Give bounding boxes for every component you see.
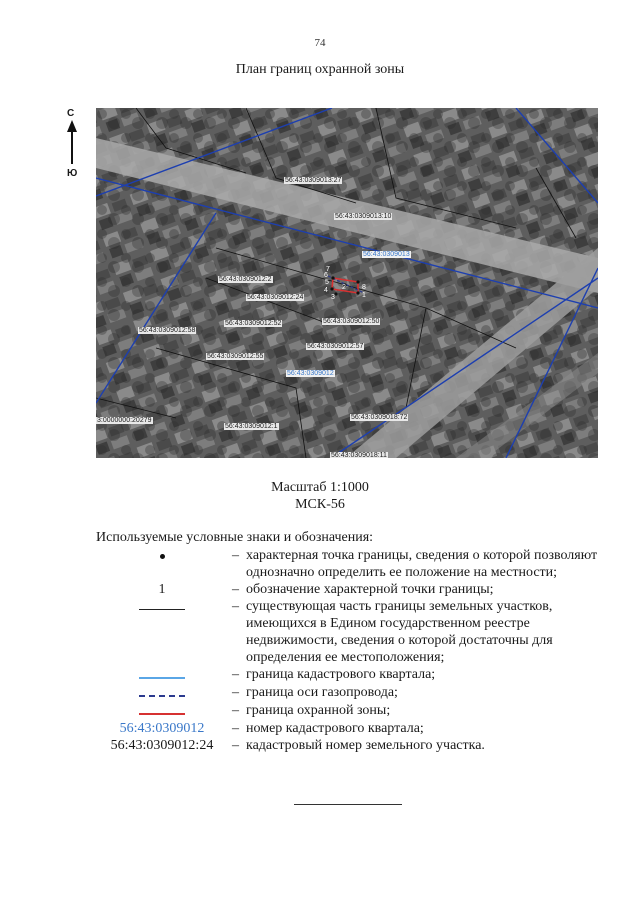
legend-row-parcel-number <box>96 737 616 754</box>
page-number: 74 <box>314 37 326 49</box>
legend-row-quarter-boundary <box>96 666 616 684</box>
parcel-number-label: 56:43:0309012:24 <box>247 294 304 301</box>
legend-row-protection-zone <box>96 702 616 720</box>
legend-row-gas-axis <box>96 684 616 702</box>
legend-dash: – <box>232 667 239 682</box>
point-label: 6 <box>324 272 328 279</box>
compass <box>64 108 86 180</box>
legend-row-point <box>96 547 616 581</box>
parcel-number-label: 56:43:0309013:10 <box>335 213 392 220</box>
parcel-number-label: 56:43:0309012:58 <box>139 327 196 334</box>
point-label: 8 <box>362 284 366 291</box>
legend-text: характерная точка границы, сведения о которой позволяют однозначно определить ее положение на местности; <box>246 548 598 580</box>
legend-symbol: 56:43:0309012:24 <box>110 738 214 753</box>
legend-dash: – <box>232 599 239 614</box>
cadastral-labels <box>96 108 598 458</box>
parcel-number-label: 56:43:0309018:11 <box>331 452 387 458</box>
parcel-number-label: 56:43:0309012:57 <box>307 343 364 350</box>
point-label: 1 <box>362 292 366 299</box>
cadastral-map <box>96 108 598 458</box>
legend-symbol <box>96 598 228 615</box>
legend-text: обозначение характерной точки границы; <box>246 582 494 597</box>
legend-title: Используемые условные знаки и обозначения: <box>96 530 374 545</box>
legend-symbol <box>96 702 228 720</box>
parcel-number-label: 56:43:0309012:55 <box>207 353 264 360</box>
parcel-number-label: 56:43:0309012:2 <box>219 276 272 283</box>
point-dot-icon <box>160 554 165 559</box>
parcel-number-label: 56:43:0309018:72 <box>351 414 408 421</box>
compass-north-label: С <box>67 108 75 119</box>
legend-row-existing-boundary <box>96 598 616 666</box>
black-line-icon <box>139 609 185 610</box>
quarter-number-label: 56:43:0309012 <box>287 370 334 377</box>
legend-symbol: 1 <box>158 582 166 597</box>
legend-text: номер кадастрового квартала; <box>246 721 424 736</box>
dashed-line-icon <box>139 695 185 697</box>
legend-symbol <box>96 666 228 684</box>
footer-divider <box>294 804 402 805</box>
point-label: 3 <box>331 294 335 301</box>
red-line-icon <box>139 713 185 715</box>
scale-label: Масштаб 1:1000 <box>271 480 369 495</box>
point-label: 7 <box>326 266 330 273</box>
legend-text: кадастровый номер земельного участка. <box>246 738 485 753</box>
legend-text: граница оси газопровода; <box>246 685 398 700</box>
legend-dash: – <box>232 548 239 563</box>
legend-dash: – <box>232 738 239 753</box>
legend-text: существующая часть границы земельных участков, имеющихся в Едином государственном реестре недвижимости, сведения о которой достаточны для определения ее местоположения; <box>246 599 553 665</box>
legend-symbol: 56:43:0309012 <box>119 721 205 736</box>
quarter-number-label: 56:43:0309013 <box>363 251 410 258</box>
coordinate-system-label: МСК-56 <box>295 497 345 512</box>
legend-row-point-label <box>96 581 616 598</box>
legend-symbol <box>96 547 228 564</box>
point-label: 2 <box>342 284 346 291</box>
legend-text: граница кадастрового квартала; <box>246 667 436 682</box>
blue-line-icon <box>139 677 185 679</box>
legend-text: граница охранной зоны; <box>246 703 391 718</box>
legend-dash: – <box>232 582 239 597</box>
legend-row-quarter-number <box>96 720 616 737</box>
legend-symbol <box>96 684 228 702</box>
parcel-number-label: 56:43:0309012:50 <box>323 318 380 325</box>
compass-south-label: Ю <box>67 168 78 179</box>
scale-block <box>0 479 640 513</box>
point-label: 4 <box>324 287 328 294</box>
page-title: План границ охранной зоны <box>235 62 405 77</box>
legend-dash: – <box>232 703 239 718</box>
legend-dash: – <box>232 721 239 736</box>
parcel-number-label: 56:43:0309012:52 <box>225 320 282 327</box>
parcel-number-label: 56:43:0309013:27 <box>285 177 342 184</box>
point-label: 5 <box>325 279 329 286</box>
legend <box>96 547 616 754</box>
parcel-number-label: 56:43:0309012:1 <box>225 423 278 430</box>
parcel-number-label: 3:0000000:20279 <box>97 417 152 424</box>
legend-dash: – <box>232 685 239 700</box>
